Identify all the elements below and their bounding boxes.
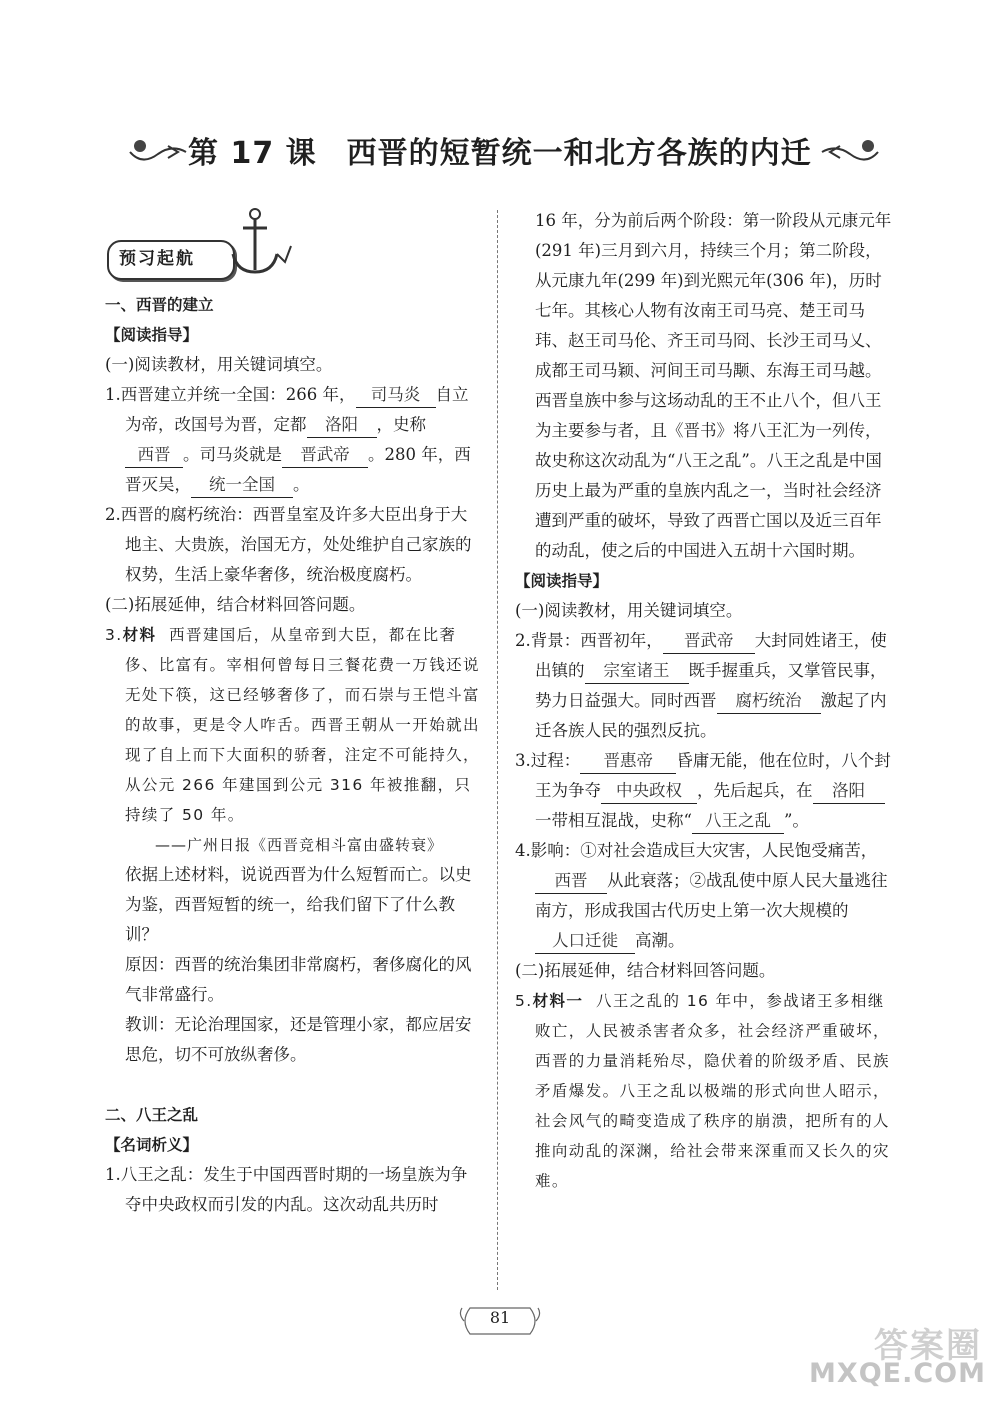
material-label: 材料 <box>122 626 157 644</box>
lesson-title <box>188 128 828 172</box>
page-number-badge <box>456 1302 544 1340</box>
left-column <box>105 206 483 1220</box>
term-definition: 1.八王之乱：发生于中国西晋时期的一场皇族为争夺中央政权而引发的内乱。这次动乱共历时 <box>105 1165 468 1214</box>
question-3-material: 3.材料 西晋建国后，从皇帝到大臣，都在比奢侈、比富有。宰相何曾每日三餐花费一万钱还说无处下筷，这已经够奢侈了，而石崇与王恺斗富的故事，更是令人咋舌。西晋王朝从一开始就出现了自上而下大面积的骄奢，注定不可能持久，从公元 266 年建国到公元 316 年被推翻，只持续了 50 年。 <box>105 626 480 824</box>
page-number: 81 <box>489 1308 511 1327</box>
answer-blank: 中央政权 <box>601 779 697 804</box>
answer-lesson: 教训：无论治理国家，还是管理小家，都应居安思危，切不可放纵奢侈。 <box>125 1015 472 1064</box>
lesson-title-bar <box>0 122 1000 172</box>
section-heading-1: 一、西晋的建立 <box>105 296 214 314</box>
question-4-impact: 4.影响：①对社会造成巨大灾害，人民饱受痛苦，西晋 从此衰落；②战乱使中原人民大量逃往南方，形成我国古代历史上第一次大规模的人口迁徙 高潮。 <box>515 836 893 956</box>
preview-badge-text: 预习起航 <box>119 249 195 269</box>
answer-blank: 晋武帝 <box>663 629 755 654</box>
question-3-prompt: 依据上述材料，说说西晋为什么短暂而亡。以史为鉴，西晋短暂的统一，给我们留下了什么教训？ <box>125 865 472 944</box>
answer-blank: 司马炎 <box>356 383 436 408</box>
right-ornament-icon <box>818 122 880 172</box>
anchor-icon <box>225 206 295 282</box>
left-ornament-icon <box>128 122 190 172</box>
watermark-logo-text: 答案圈 <box>874 1326 982 1366</box>
material-label-2: 材料一 <box>532 992 584 1010</box>
answer-reason: 原因：西晋的统治集团非常腐朽，奢侈腐化的风气非常盛行。 <box>125 955 472 1004</box>
question-2: 2.西晋的腐朽统治：西晋皇室及许多大臣出身于大地主、大贵族，治国无方，处处维护自己家族的权势，生活上豪华奢侈，统治极度腐朽。 <box>105 505 472 584</box>
answer-blank: 晋惠帝 <box>580 749 676 774</box>
material-source: ——广州日报《西晋竞相斗富由盛转衰》 <box>155 836 444 854</box>
answer-blank: 八王之乱 <box>692 809 784 834</box>
answer-blank: 宗室诸王 <box>585 659 689 684</box>
answer-blank: 洛阳 <box>307 413 377 438</box>
answer-blank: 统一全国 <box>191 473 293 498</box>
answer-blank: 晋武帝 <box>282 443 368 468</box>
subsection-fill: (一)阅读教材，用关键词填空。 <box>105 355 333 374</box>
lesson-number: 第 17 课 <box>188 136 317 171</box>
column-divider <box>497 210 498 1290</box>
term-tag: 【名词析义】 <box>105 1136 199 1154</box>
term-definition-continued: 16 年，分为前后两个阶段：第一阶段从元康元年(291 年)三月到六月，持续三个月；第二阶段，从元康九年(299 年)到光熙元年(306 年)，历时七年。其核心人物有汝南王司马亮、楚王司马玮、赵王司马伦、齐王司马冏、长沙王司马乂、成都王司马颖、河间王司马颙、东海王司马越。西晋皇族中参与这场动乱的王不止八个，但八王为主要参与者，且《晋书》将八王汇为一列传，故史称这次动乱为“八王之乱”。八王之乱是中国历史上最为严重的皇族内乱之一，当时社会经济遭到严重的破坏，导致了西晋亡国以及近三百年的动乱，使之后的中国进入五胡十六国时期。 <box>535 211 892 560</box>
preview-badge <box>107 240 235 280</box>
question-3-process: 3.过程： 晋惠帝 昏庸无能，他在位时，八个封王为争夺 中央政权 ，先后起兵，在 洛阳一带相互混战，史称“ 八王之乱 ”。 <box>515 746 893 836</box>
reading-guide-tag: 【阅读指导】 <box>105 326 199 344</box>
watermark <box>809 1318 992 1394</box>
section-heading-2: 二、八王之乱 <box>105 1106 199 1124</box>
answer-blank: 西晋 <box>535 869 607 894</box>
subsection-extend: (二)拓展延伸，结合材料回答问题。 <box>105 595 366 614</box>
question-2-background: 2.背景：西晋初年， 晋武帝 大封同姓诸王，使出镇的 宗室诸王 既手握重兵，又掌管民事，势力日益强大。同时西晋 腐朽统治 激起了内迁各族人民的强烈反抗。 <box>515 631 887 740</box>
lesson-name: 西晋的短暂统一和北方各族的内迁 <box>346 136 812 171</box>
question-5-material: 5.材料一 八王之乱的 16 年中，参战诸王多相继败亡，人民被杀害者众多，社会经济严重破坏，西晋的力量消耗殆尽，隐伏着的阶级矛盾、民族矛盾爆发。八王之乱以极端的形式向世人昭示，社会风气的畸变造成了秩序的崩溃，把所有的人推向动乱的深渊，给社会带来深重而又长久的灾难。 <box>515 992 890 1190</box>
watermark-url: MXQE.COM <box>809 1358 986 1389</box>
subsection-fill-2: (一)阅读教材，用关键词填空。 <box>515 601 743 620</box>
reading-guide-tag-2: 【阅读指导】 <box>515 572 609 590</box>
preview-logo <box>105 206 483 286</box>
answer-blank: 腐朽统治 <box>717 689 821 714</box>
answer-blank: 洛阳 <box>813 779 885 804</box>
answer-blank: 人口迁徙 <box>535 929 635 954</box>
right-column <box>515 206 893 1196</box>
question-1: 1.西晋建立并统一全国：266 年， 司马炎 自立为帝，改国号为晋，定都 洛阳 ，史称西晋 。司马炎就是 晋武帝 。280 年，西晋灭吴， 统一全国 。 <box>105 380 483 500</box>
answer-blank: 西晋 <box>125 443 183 468</box>
subsection-extend-2: (二)拓展延伸，结合材料回答问题。 <box>515 961 776 980</box>
